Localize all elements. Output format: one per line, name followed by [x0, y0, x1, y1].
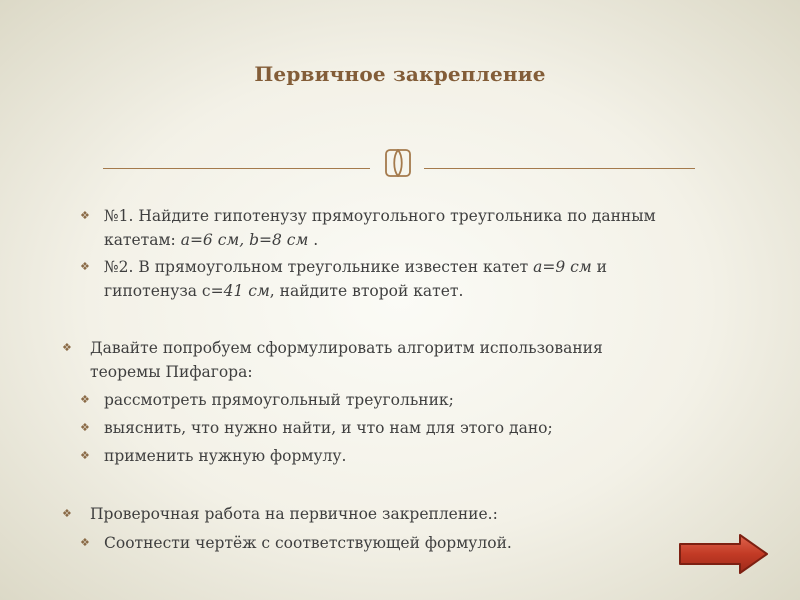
- algorithm-step: рассмотреть прямоугольный треугольник;: [104, 391, 454, 409]
- divider-right: [424, 168, 695, 169]
- task-1-prefix: катетам:: [104, 231, 181, 249]
- task-2-given-hyp: 41 см: [223, 282, 270, 300]
- bullet-icon: ❖: [80, 393, 90, 406]
- task-2-hyp-prefix: гипотенуза с=: [104, 282, 224, 300]
- algorithm-intro: [90, 336, 750, 384]
- bullet-icon: ❖: [62, 507, 72, 520]
- task-2-suffix: , найдите второй катет.: [269, 282, 464, 300]
- bullet-icon: ❖: [80, 536, 90, 549]
- bullet-icon: ❖: [62, 341, 72, 354]
- next-slide-button[interactable]: [678, 532, 770, 576]
- task-1-line1: №1. Найдите гипотенузу прямоугольного треугольника по данным: [104, 207, 656, 225]
- task-1-suffix: .: [308, 231, 319, 249]
- task-1: [104, 204, 754, 252]
- algorithm-step: применить нужную формулу.: [104, 447, 347, 465]
- task-1-given: а=6 см, b=8 см: [180, 231, 309, 249]
- bullet-icon: ❖: [80, 260, 90, 273]
- task-2: [104, 255, 754, 303]
- arrow-right-icon: [678, 532, 770, 576]
- check-heading: Проверочная работа на первичное закрепление.:: [90, 505, 498, 523]
- check-item: Соотнести чертёж с соответствующей формулой.: [104, 534, 512, 552]
- bullet-icon: ❖: [80, 209, 90, 222]
- task-2-given-leg: а=9 см: [533, 258, 592, 276]
- divider-left: [103, 168, 370, 169]
- task-2-line1: №2. В прямоугольном треугольнике известен катет: [104, 258, 534, 276]
- algorithm-intro-line2: теоремы Пифагора:: [90, 363, 253, 381]
- bullet-icon: ❖: [80, 449, 90, 462]
- tree-icon: [378, 143, 418, 183]
- bullet-icon: ❖: [80, 421, 90, 434]
- task-2-and: и: [591, 258, 607, 276]
- algorithm-step: выяснить, что нужно найти, и что нам для этого дано;: [104, 419, 553, 437]
- algorithm-intro-line1: Давайте попробуем сформулировать алгоритм использования: [90, 339, 603, 357]
- slide-title: Первичное закрепление: [254, 62, 546, 86]
